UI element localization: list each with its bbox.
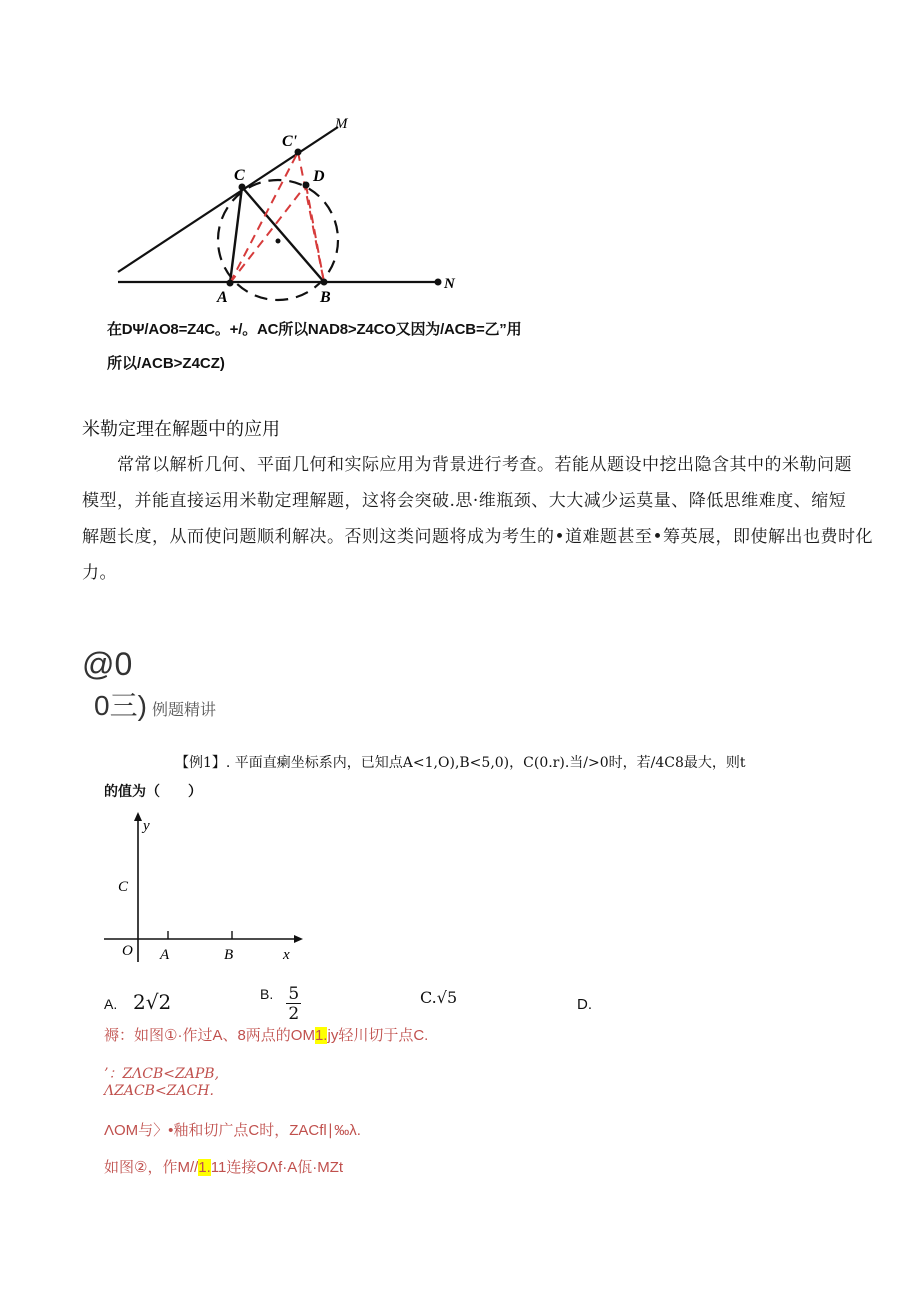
y-axis-arrow [134,812,142,821]
option-d: D. [577,996,592,1013]
solution-line-1 [104,1024,428,1045]
example-header-prefix: 0三) [94,690,147,721]
paragraph-line-1: 常常以解析几何、平面几何和实际应用为背景进行考查。若能从题设中挖出隐含其中的米勒问题 [117,455,852,475]
proof-line-1: 在DΨ/AO8=Z4C。+/。AC所以NAD8>Z4CO又因为/ACB=乙”用 [107,321,522,338]
example1-question-line2: 的值为（ ） [104,783,202,799]
x-axis-arrow [294,935,303,943]
option-a-value: 2√2 [132,990,172,1014]
figure-miller-diagram [110,110,470,315]
option-a [104,990,171,1014]
solution-line-5-b: 11连接OΛf·A佤·MZt [210,1159,344,1176]
example-header-title: 例题精讲 [152,702,217,719]
label-a: A [217,289,228,306]
label-c: C [234,167,245,184]
option-b-label: B. [260,986,274,1002]
point-n [435,279,442,286]
label-b-axis: B [224,947,234,963]
option-a-label: A. [104,996,118,1012]
red-dash-d-b [306,185,324,282]
example-header-line1: @0 [82,646,133,682]
label-a-axis: A [160,947,170,963]
example-header-line2 [94,684,216,724]
label-y: y [143,818,150,834]
figure-coordinate-axes [100,810,310,970]
solution-line-1-a: 褥：如图①·作过A、8两点的OM [104,1027,315,1044]
label-n: N [444,276,455,292]
segment-cb [242,187,324,282]
option-b [260,985,301,1024]
label-m: M [335,116,348,132]
solution-line-5-highlight: 1. [198,1159,211,1176]
label-d: D [313,168,325,185]
solution-line-2: ’：ZΛCB<ZAPB, [104,1066,220,1082]
paragraph-line-4: 力。 [82,563,117,583]
proof-line-2: 所以/ACB>Z4CZ) [107,355,225,372]
solution-line-4: ΛOM与〉•釉和切广点C时，ZACfl∣‰λ. [104,1122,361,1139]
label-c-prime: C' [282,133,298,150]
option-b-denominator: 2 [288,1004,300,1024]
solution-line-1-b: jy轻川切于点C. [327,1027,429,1044]
label-o: O [122,943,133,959]
solution-line-5 [104,1156,343,1177]
label-c-axis: C [118,879,129,895]
paragraph-line-3: 解题长度，从而使问题顺利解决。否则这类问题将成为考生的•道难题甚至•筹英展，即使解出也费时化 [82,527,874,547]
solution-line-1-highlight: 1. [314,1027,328,1044]
point-d [303,182,310,189]
label-b: B [320,289,331,306]
solution-line-5-a: 如图②，作M// [104,1159,199,1176]
option-b-numerator: 5 [288,984,300,1004]
point-c [239,184,246,191]
circle-center [276,239,281,244]
section-paragraph [82,447,872,591]
point-a [227,280,234,287]
section-heading: 米勒定理在解题中的应用 [82,419,280,439]
option-b-fraction [286,985,301,1024]
paragraph-line-2: 模型，并能直接运用米勒定理解题，这将会突破.思·维瓶颈、大大减少运莫量、降低思维难度、缩短 [82,491,847,511]
solution-line-3: ΛZACB<ZACH. [104,1083,214,1099]
point-b [321,279,328,286]
option-c: C.√5 [420,988,458,1007]
example1-question-line1: 【例1】. 平面直瘌坐标系内，已知点A<1,O),B<5,0)，C(0.r).当/>0时，若/4C8最大，则t [175,755,746,771]
label-x: x [283,947,290,963]
ray-om [118,127,338,272]
